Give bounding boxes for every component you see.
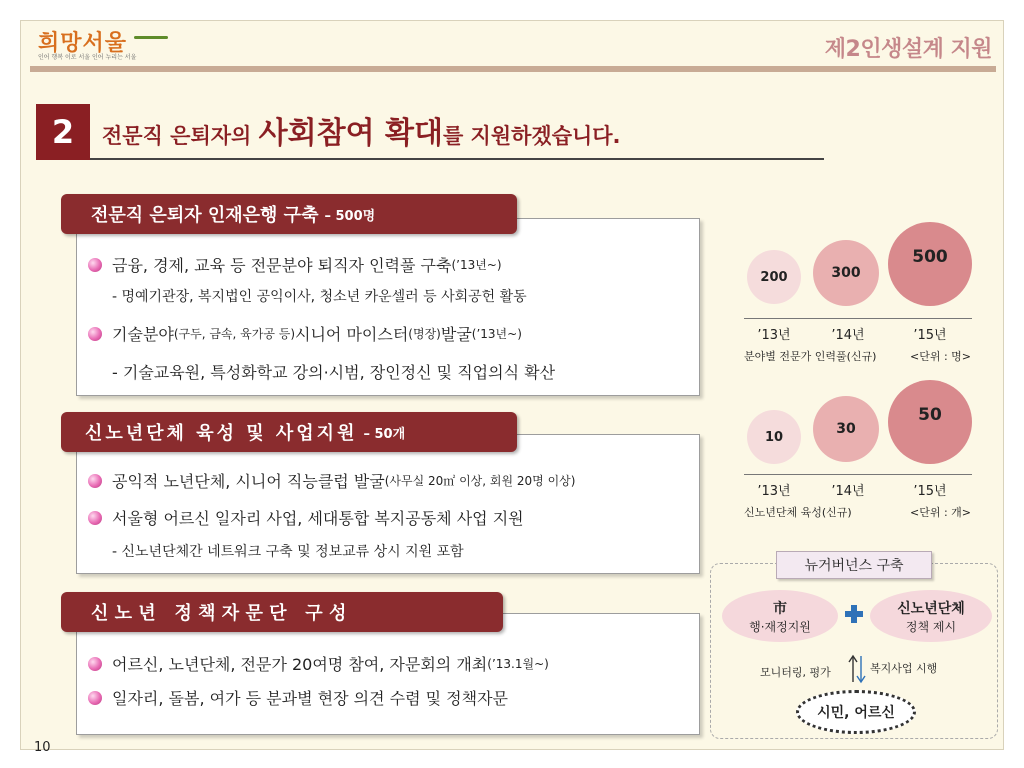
bullet-text: 서울형 어르신 일자리 사업, 세대통합 복지공동체 사업 지원 [112,509,524,528]
bullet-note: (명장) [408,327,441,341]
bullet-note: (사무실 20㎡ 이상, 회원 20명 이상) [384,474,576,488]
chart-caption: 신노년단체 육성(신규) [744,506,852,519]
list-item [88,506,524,529]
list-item [88,686,508,709]
list-item [88,322,522,345]
list-item [88,253,502,276]
bubble-value-2014: 300 [813,240,879,306]
title-underline [90,158,824,160]
sub-item: - 신노년단체간 네트워크 구축 및 정보교류 상시 지원 포함 [112,544,464,560]
list-item [88,652,549,675]
section-talent-bank-tab [61,194,517,234]
bullet-dot-icon [88,327,102,341]
year-label: ’13년 [757,484,791,499]
bullet-note: (구두, 금속, 육가공 등) [173,327,296,341]
section-tab-subtitle: – 50개 [363,426,406,442]
chart-axis [744,474,972,475]
senior-group-node-subtitle: 정책 제시 [905,619,957,634]
bubble-value-2015: 500 [888,222,972,306]
up-down-arrows-icon [847,654,867,684]
sub-item: - 기술교육원, 특성화학교 강의·시범, 장인정신 및 직업의식 확산 [112,363,556,382]
list-item [88,469,575,492]
senior-group-node-title: 신노년단체 [897,600,965,617]
sub-item: - 명예기관장, 복지법인 공익이사, 청소년 카운셀러 등 사회공헌 활동 [112,289,527,305]
bubble-value-2015: 50 [888,380,972,464]
section-tab-title: 신노년단체 육성 및 사업지원 [85,423,358,444]
city-node-title: 市 [773,600,787,617]
governance-title: 뉴거버넌스 구축 [776,551,932,579]
section-tab-subtitle: – 500명 [324,208,376,224]
chart-unit: <단위 : 개> [910,506,972,519]
year-label: ’14년 [831,328,865,343]
bullet-dot-icon [88,511,102,525]
bullet-text: 일자리, 돌봄, 여가 등 분과별 현장 의견 수렴 및 정책자문 [112,689,508,708]
bubble-value-2014: 30 [813,396,879,462]
section-advisory-tab [61,592,503,632]
year-label: ’15년 [913,328,947,343]
bubble-value-2013: 10 [747,410,801,464]
section-number-badge: 2 [36,104,90,160]
plus-icon [845,605,863,623]
header-divider [30,66,996,72]
citizen-node: 시민, 어르신 [796,690,916,734]
bubble-value-2013: 200 [747,250,801,304]
bullet-note: (’13년~) [471,327,522,341]
logo-tagline: 인어 행복 이로 서울 인어 누리는 서울 [38,54,137,61]
header-title: 제2인생설계 지원 [824,37,992,62]
senior-group-node [870,590,992,642]
seoul-logo [38,26,168,66]
city-node [722,590,838,642]
monitoring-label: 모니터링, 평가 [760,666,831,679]
bullet-text: 금융, 경제, 교육 등 전문분야 퇴직자 인력풀 구축 [112,256,452,275]
bullet-dot-icon [88,258,102,272]
year-label: ’14년 [831,484,865,499]
title-emphasis: 사회참여 확대 [258,116,443,151]
logo-text: 희망서울 [38,30,128,56]
section-tab-title: 신 노 년 정 책 자 문 단 구 성 [91,603,347,624]
bullet-text: 공익적 노년단체, 시니어 직능클럽 발굴 [112,472,385,491]
bullet-text: 발굴 [440,325,472,344]
page-title [102,108,621,152]
section-tab-title: 전문직 은퇴자 인재은행 구축 [91,205,319,226]
title-prefix: 전문직 은퇴자의 [102,124,259,148]
section-senior-groups-tab [61,412,517,452]
bullet-text: 시니어 마이스터 [295,325,409,344]
bullet-text: 기술분야 [112,325,174,344]
chart-unit: <단위 : 명> [910,350,972,363]
bullet-text: 어르신, 노년단체, 전문가 20여명 참여, 자문회의 개최 [112,655,488,674]
chart-axis [744,318,972,319]
title-suffix: 를 지원하겠습니다. [442,124,621,148]
chart-caption: 분야별 전문가 인력풀(신규) [744,350,877,363]
bullet-dot-icon [88,474,102,488]
city-node-subtitle: 행·재정지원 [749,619,811,634]
logo-swoosh-icon [134,36,168,39]
bullet-dot-icon [88,691,102,705]
bullet-note: (’13.1월~) [487,657,549,671]
page-number: 10 [34,740,51,755]
year-label: ’13년 [757,328,791,343]
bullet-note: (’13년~) [451,258,502,272]
bullet-dot-icon [88,657,102,671]
year-label: ’15년 [913,484,947,499]
welfare-label: 복지사업 시행 [870,662,938,675]
